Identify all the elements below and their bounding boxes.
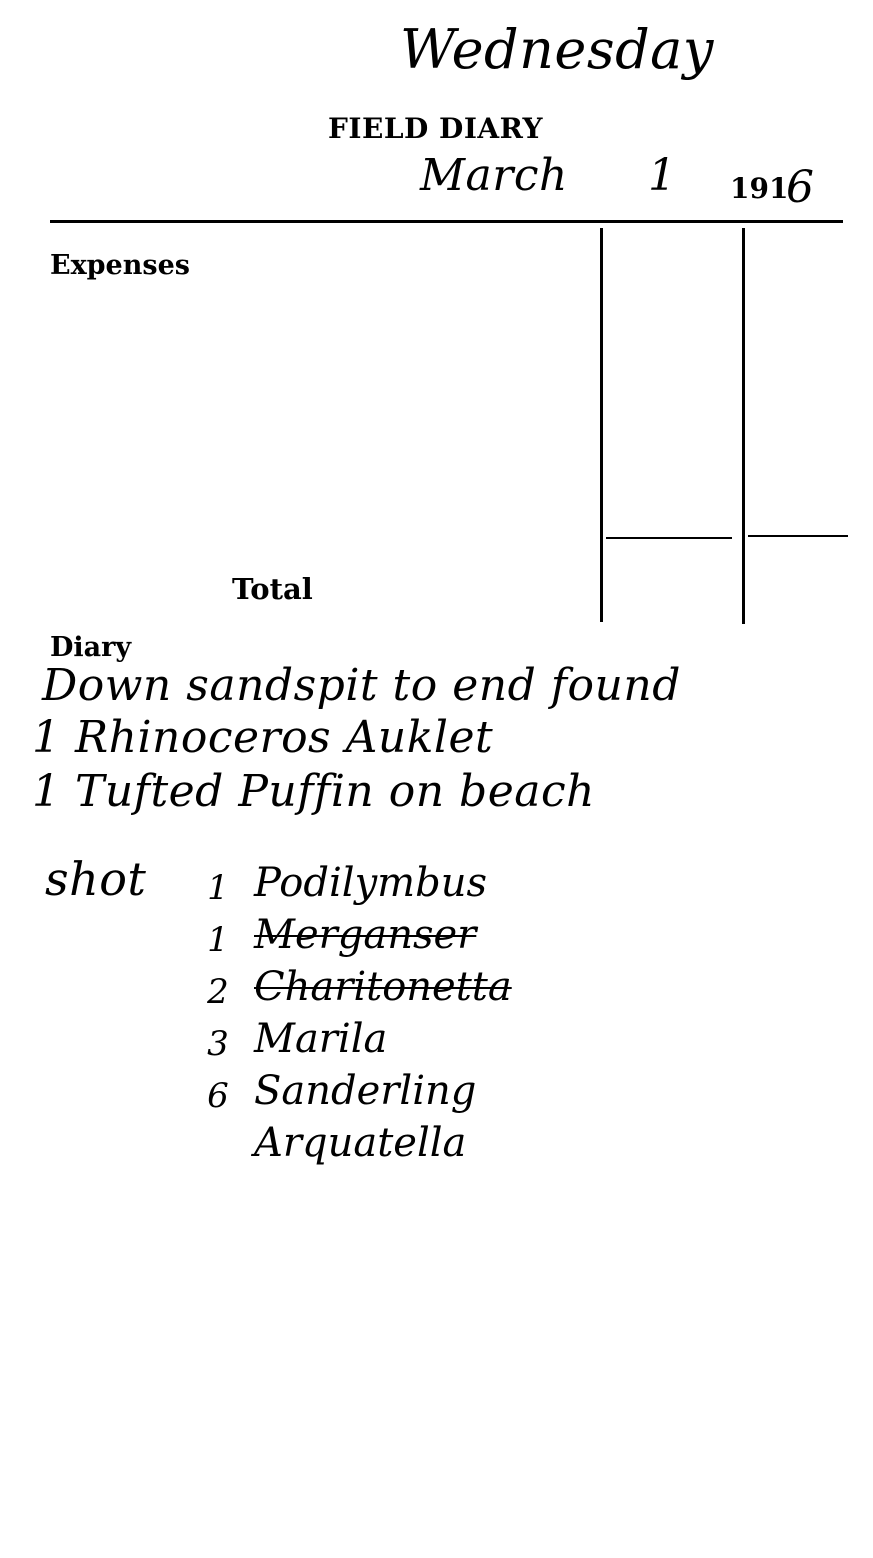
header-rule — [50, 220, 843, 223]
bird-count: 1 — [207, 868, 229, 908]
bird-count: 2 — [207, 972, 229, 1012]
amount-column-line-right — [742, 228, 745, 624]
diary-heading: Diary — [50, 632, 132, 663]
expenses-heading: Expenses — [50, 250, 190, 281]
total-rule-right — [748, 535, 848, 537]
amount-column-line-left — [600, 228, 603, 622]
total-label: Total — [232, 572, 313, 606]
total-rule-left — [606, 537, 732, 539]
form-title: FIELD DIARY — [328, 112, 544, 145]
bird-name: Charitonetta — [254, 964, 512, 1010]
printed-year-prefix: 191 — [730, 172, 789, 205]
bird-name: Sanderling — [254, 1068, 477, 1114]
handwritten-month: March — [420, 150, 568, 201]
bird-count: 6 — [207, 1076, 229, 1116]
handwritten-year-digit: 6 — [786, 162, 815, 213]
bird-name: Merganser — [254, 912, 477, 958]
bird-name: Arquatella — [254, 1120, 467, 1166]
bird-count: 1 — [207, 920, 229, 960]
handwritten-day: Wednesday — [400, 18, 714, 81]
diary-entry-line: 1 Tufted Puffin on beach — [32, 766, 595, 817]
shot-label: shot — [45, 852, 147, 906]
diary-entry-line: 1 Rhinoceros Auklet — [32, 712, 494, 763]
bird-name: Marila — [254, 1016, 388, 1062]
bird-name: Podilymbus — [254, 860, 487, 906]
bird-count: 3 — [207, 1024, 229, 1064]
handwritten-date: 1 — [648, 150, 677, 201]
diary-entry-line: Down sandspit to end found — [42, 660, 681, 711]
